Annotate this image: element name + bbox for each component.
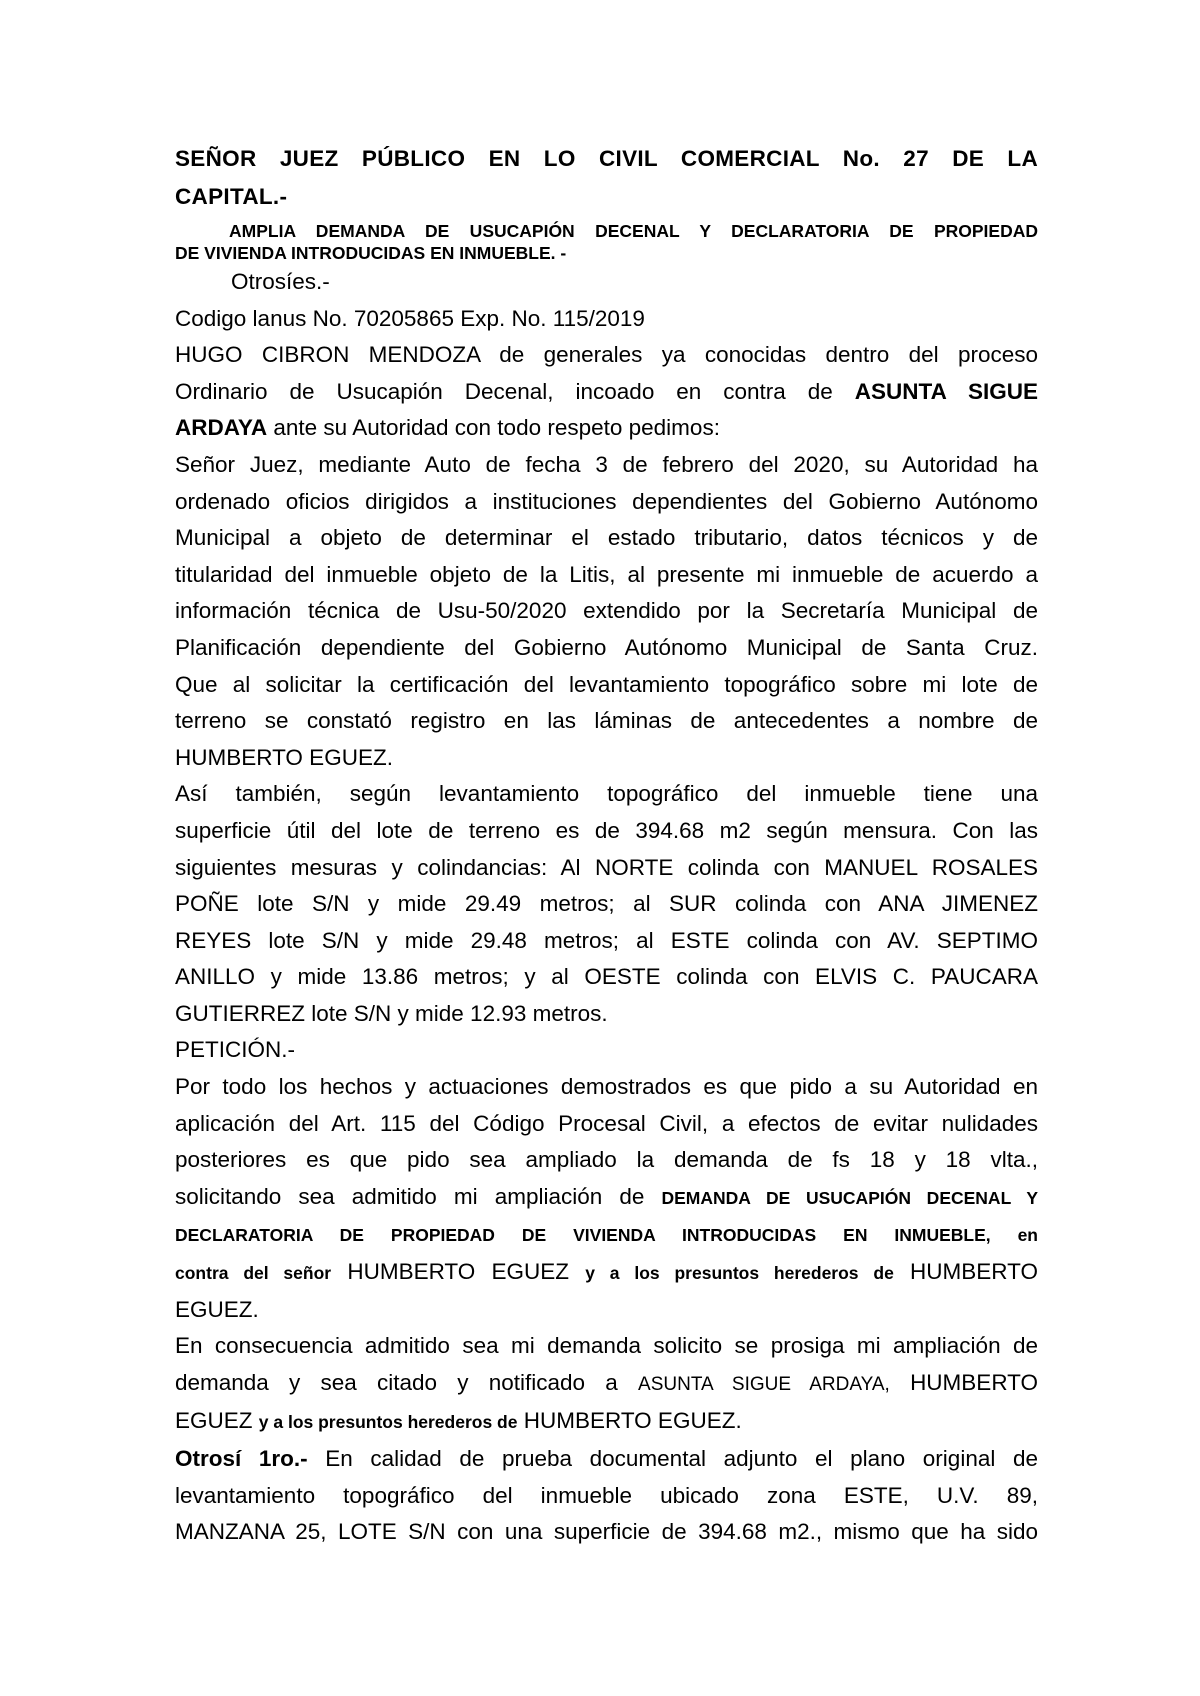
paragraph-line: levantamiento topográfico del inmueble ubicado zona ESTE, U.V. 89, bbox=[175, 1482, 1038, 1508]
subtitle-line-1: AMPLIA DEMANDA DE USUCAPIÓN DECENAL Y DECLARATORIA DE PROPIEDAD bbox=[229, 221, 1038, 241]
paragraph-line: MANZANA 25, LOTE S/N con una superficie de 394.68 m2., mismo que ha sido bbox=[175, 1519, 1038, 1545]
paragraph-line: contra del señor HUMBERTO EGUEZ y a los presuntos herederos de HUMBERTO bbox=[175, 1259, 1038, 1285]
defendant-name: ARDAYA bbox=[175, 415, 268, 441]
paragraph-line: solicitando sea admitido mi ampliación de DEMANDA DE USUCAPIÓN DECENAL Y bbox=[175, 1183, 1038, 1209]
document-heading bbox=[175, 140, 1038, 216]
paragraph-otrosi-1 bbox=[175, 1441, 1038, 1551]
paragraph-line: demanda y sea citado y notificado a ASUNTA SIGUE ARDAYA, HUMBERTO bbox=[175, 1369, 1038, 1395]
paragraph-line: posteriores es que pido sea ampliado la demanda de fs 18 y 18 vlta., bbox=[175, 1147, 1038, 1173]
section-heading-peticion: PETICIÓN.- bbox=[175, 1037, 296, 1063]
otrosi-label: Otrosí 1ro.- bbox=[175, 1446, 308, 1471]
paragraph-line: superficie útil del lote de terreno es de 394.68 m2 según mensura. Con las bbox=[175, 817, 1038, 843]
paragraph-line: información técnica de Usu-50/2020 extendido por la Secretaría Municipal de bbox=[175, 598, 1038, 624]
intro-line: HUGO CIBRON MENDOZA de generales ya conocidas dentro del proceso bbox=[175, 342, 1038, 368]
heading-line-1: SEÑOR JUEZ PÚBLICO EN LO CIVIL COMERCIAL No. 27 DE LA bbox=[175, 146, 1038, 171]
paragraph-line: En consecuencia admitido sea mi demanda solicito se prosiga mi ampliación de bbox=[175, 1333, 1038, 1359]
paragraph-line: ordenado oficios dirigidos a instituciones dependientes del Gobierno Autónomo bbox=[175, 488, 1038, 514]
subtitle-line-2: DE VIVIENDA INTRODUCIDAS EN INMUEBLE. - bbox=[175, 243, 567, 263]
paragraph-peticion bbox=[175, 1069, 1038, 1328]
paragraph-line: HUMBERTO EGUEZ. bbox=[175, 744, 393, 770]
heading-line-2: CAPITAL.- bbox=[175, 184, 288, 209]
paragraph-line: Otrosí 1ro.- En calidad de prueba documental adjunto el plano original de bbox=[175, 1446, 1038, 1471]
paragraph-line: REYES lote S/N y mide 29.48 metros; al ESTE colinda con AV. SEPTIMO bbox=[175, 927, 1038, 953]
defendant-name: ASUNTA SIGUE bbox=[854, 378, 1038, 404]
otrosies-label: Otrosíes.- bbox=[231, 269, 330, 294]
intro-line: ARDAYA ante su Autoridad con todo respeto pedimos: bbox=[175, 415, 720, 441]
paragraph-line: GUTIERREZ lote S/N y mide 12.93 metros. bbox=[175, 1000, 608, 1026]
document-body bbox=[175, 140, 1038, 1551]
paragraph-line: ANILLO y mide 13.86 metros; y al OESTE colinda con ELVIS C. PAUCARA bbox=[175, 964, 1038, 990]
paragraph-line: Por todo los hechos y actuaciones demostrados es que pido a su Autoridad en bbox=[175, 1074, 1038, 1100]
paragraph-line: EGUEZ y a los presuntos herederos de HUMBERTO EGUEZ. bbox=[175, 1408, 742, 1434]
paragraph-line: Señor Juez, mediante Auto de fecha 3 de febrero del 2020, su Autoridad ha bbox=[175, 451, 1038, 477]
paragraph-auto bbox=[175, 447, 1038, 776]
intro-paragraph bbox=[175, 337, 1038, 447]
paragraph-colindancias bbox=[175, 776, 1038, 1032]
paragraph-line: Planificación dependiente del Gobierno Autónomo Municipal de Santa Cruz. bbox=[175, 634, 1038, 660]
paragraph-line: Que al solicitar la certificación del levantamiento topográfico sobre mi lote de bbox=[175, 671, 1038, 697]
paragraph-line: titularidad del inmueble objeto de la Litis, al presente mi inmueble de acuerdo a bbox=[175, 561, 1038, 587]
paragraph-line: DECLARATORIA DE PROPIEDAD DE VIVIENDA INTRODUCIDAS EN INMUEBLE, en bbox=[175, 1225, 1038, 1246]
paragraph-line: EGUEZ. bbox=[175, 1296, 259, 1322]
paragraph-line: terreno se constató registro en las láminas de antecedentes a nombre de bbox=[175, 708, 1038, 734]
paragraph-consecuencia bbox=[175, 1328, 1038, 1441]
document-text bbox=[175, 264, 1038, 1551]
paragraph-line: siguientes mesuras y colindancias: Al NORTE colinda con MANUEL ROSALES bbox=[175, 854, 1038, 880]
case-reference: Codigo lanus No. 70205865 Exp. No. 115/2019 bbox=[175, 305, 645, 331]
paragraph-line: POÑE lote S/N y mide 29.49 metros; al SUR colinda con ANA JIMENEZ bbox=[175, 891, 1038, 917]
paragraph-line: Así también, según levantamiento topográfico del inmueble tiene una bbox=[175, 781, 1038, 807]
paragraph-line: aplicación del Art. 115 del Código Procesal Civil, a efectos de evitar nulidades bbox=[175, 1110, 1038, 1136]
intro-line: Ordinario de Usucapión Decenal, incoado en contra de ASUNTA SIGUE bbox=[175, 378, 1038, 404]
paragraph-line: Municipal a objeto de determinar el estado tributario, datos técnicos y de bbox=[175, 525, 1038, 551]
document-subtitle bbox=[175, 220, 1038, 264]
